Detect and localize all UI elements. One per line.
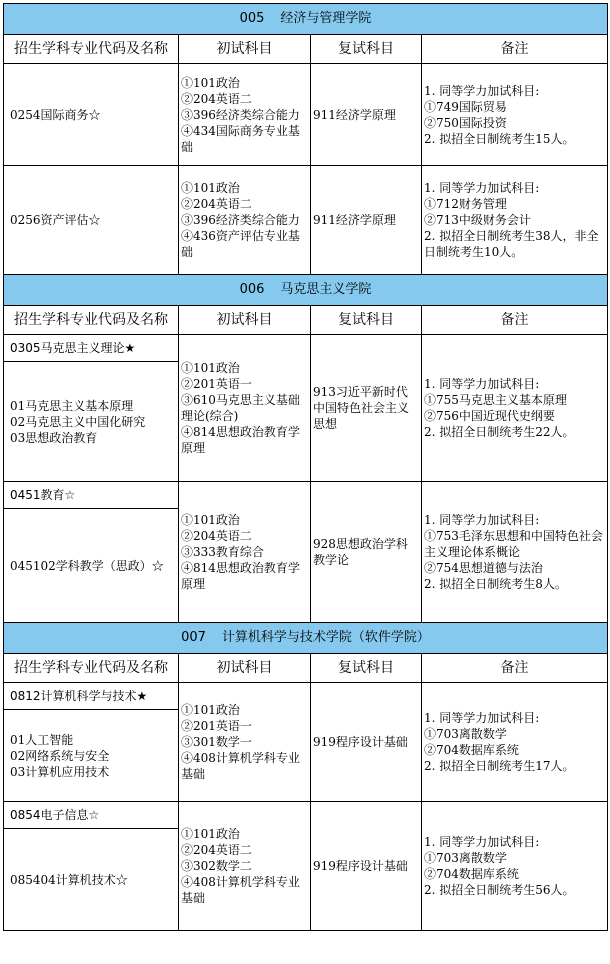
col-header-major: 招生学科专业代码及名称 xyxy=(4,35,179,64)
col-header-exam: 初试科目 xyxy=(179,654,311,683)
sub-major-cell: 085404计算机技术☆ xyxy=(4,829,179,931)
table-row xyxy=(4,683,608,710)
major-cell: 0256资产评估☆ xyxy=(4,166,179,275)
retest-cell: 919程序设计基础 xyxy=(311,802,422,931)
section-header-row xyxy=(4,623,608,654)
table-row xyxy=(4,802,608,829)
col-header-retest: 复试科目 xyxy=(311,35,422,64)
col-header-notes: 备注 xyxy=(422,35,608,64)
major-cell: 0305马克思主义理论★ xyxy=(4,335,179,362)
col-header-major: 招生学科专业代码及名称 xyxy=(4,654,179,683)
col-header-retest: 复试科目 xyxy=(311,654,422,683)
exam-cell: ①101政治 ②204英语二 ③333教育综合 ④814思想政治教育学原理 xyxy=(179,482,311,623)
exam-cell: ①101政治 ②201英语一 ③301数学一 ④408计算机学科专业基础 xyxy=(179,683,311,802)
column-header-row xyxy=(4,306,608,335)
table-row xyxy=(4,64,608,166)
col-header-retest: 复试科目 xyxy=(311,306,422,335)
column-header-row xyxy=(4,654,608,683)
admissions-table xyxy=(3,3,608,931)
exam-cell: ①101政治 ②204英语二 ③396经济类综合能力 ④436资产评估专业基础 xyxy=(179,166,311,275)
table-row xyxy=(4,482,608,509)
sub-major-cell: 045102学科教学（思政）☆ xyxy=(4,509,179,623)
notes-cell: 1. 同等学力加试科目: ①749国际贸易 ②750国际投资 2. 拟招全日制统考生15人。 xyxy=(422,64,608,166)
col-header-notes: 备注 xyxy=(422,654,608,683)
exam-cell: ①101政治 ②204英语二 ③302数学二 ④408计算机学科专业基础 xyxy=(179,802,311,931)
retest-cell: 911经济学原理 xyxy=(311,64,422,166)
retest-cell: 919程序设计基础 xyxy=(311,683,422,802)
section-title: 006 马克思主义学院 xyxy=(4,275,608,306)
section-title: 005 经济与管理学院 xyxy=(4,4,608,35)
major-cell: 0451教育☆ xyxy=(4,482,179,509)
column-header-row xyxy=(4,35,608,64)
col-header-major: 招生学科专业代码及名称 xyxy=(4,306,179,335)
table-row xyxy=(4,335,608,362)
exam-cell: ①101政治 ②201英语一 ③610马克思主义基础理论(综合) ④814思想政治教育学原理 xyxy=(179,335,311,482)
retest-cell: 928思想政治学科教学论 xyxy=(311,482,422,623)
major-cell: 0254国际商务☆ xyxy=(4,64,179,166)
table-row xyxy=(4,166,608,275)
exam-cell: ①101政治 ②204英语二 ③396经济类综合能力 ④434国际商务专业基础 xyxy=(179,64,311,166)
col-header-notes: 备注 xyxy=(422,306,608,335)
section-title: 007 计算机科学与技术学院（软件学院） xyxy=(4,623,608,654)
sub-major-cell: 01马克思主义基本原理 02马克思主义中国化研究 03思想政治教育 xyxy=(4,362,179,482)
notes-cell: 1. 同等学力加试科目: ①712财务管理 ②713中级财务会计 2. 拟招全日制统考生38人，非全日制统考生10人。 xyxy=(422,166,608,275)
retest-cell: 913习近平新时代中国特色社会主义思想 xyxy=(311,335,422,482)
notes-cell: 1. 同等学力加试科目: ①755马克思主义基本原理 ②756中国近现代史纲要 2. 拟招全日制统考生22人。 xyxy=(422,335,608,482)
notes-cell: 1. 同等学力加试科目: ①703离散数学 ②704数据库系统 2. 拟招全日制统考生17人。 xyxy=(422,683,608,802)
col-header-exam: 初试科目 xyxy=(179,35,311,64)
section-header-row xyxy=(4,275,608,306)
major-cell: 0812计算机科学与技术★ xyxy=(4,683,179,710)
retest-cell: 911经济学原理 xyxy=(311,166,422,275)
section-header-row xyxy=(4,4,608,35)
sub-major-cell: 01人工智能 02网络系统与安全 03计算机应用技术 xyxy=(4,710,179,802)
notes-cell: 1. 同等学力加试科目: ①753毛泽东思想和中国特色社会主义理论体系概论 ②754思想道德与法治 2. 拟招全日制统考生8人。 xyxy=(422,482,608,623)
major-cell: 0854电子信息☆ xyxy=(4,802,179,829)
col-header-exam: 初试科目 xyxy=(179,306,311,335)
notes-cell: 1. 同等学力加试科目: ①703离散数学 ②704数据库系统 2. 拟招全日制统考生56人。 xyxy=(422,802,608,931)
